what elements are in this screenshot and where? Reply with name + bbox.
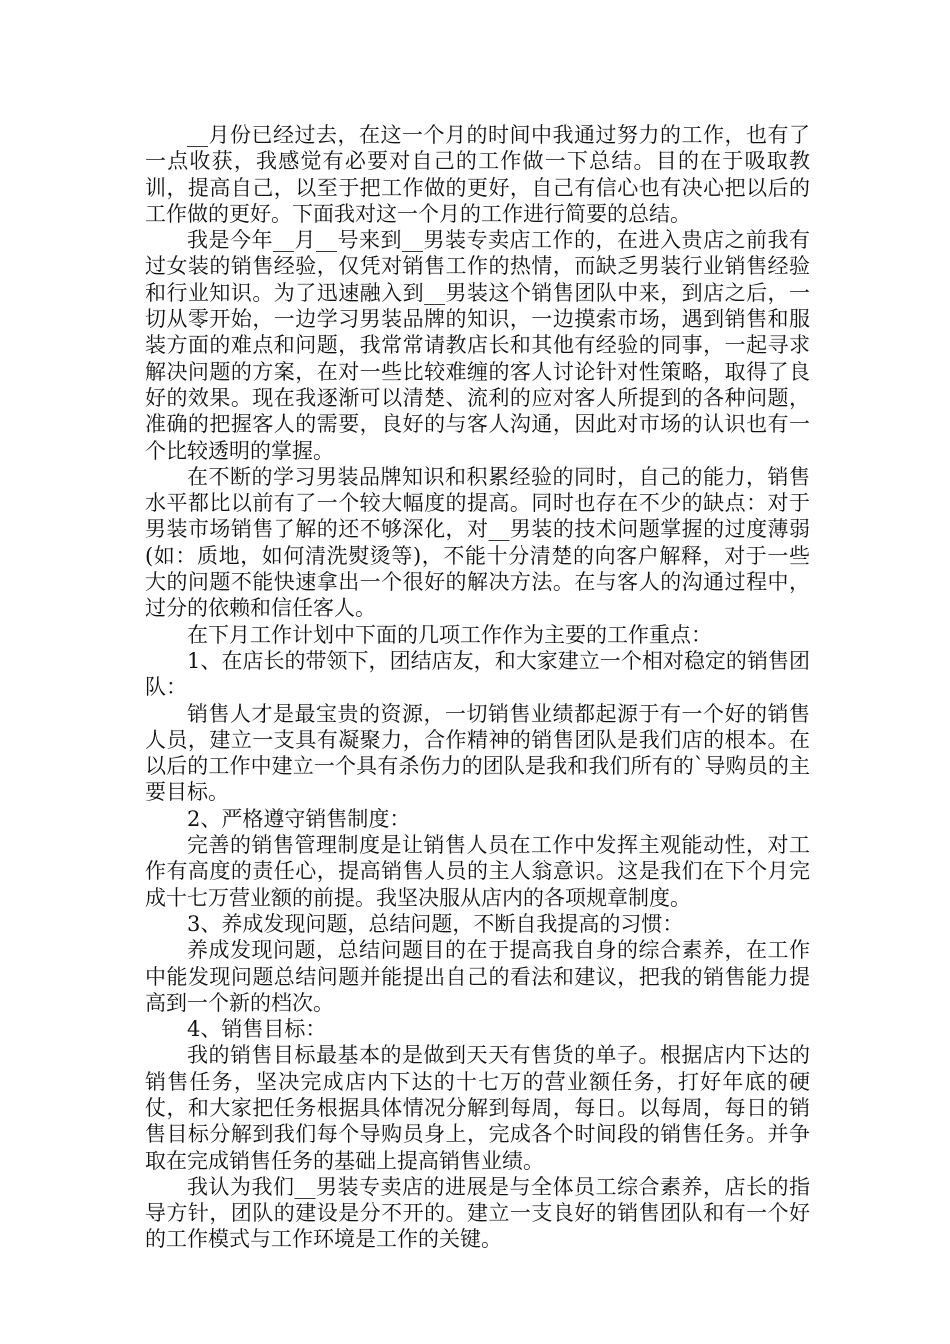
- paragraph-progress-and-shortcomings: 在不断的学习男装品牌知识和积累经验的同时，自己的能力，销售水平都比以前有了一个较大幅度的提高。同时也存在不少的缺点：对于男装市场销售了解的还不够深化，对__男装的技术问题掌握的过度薄弱(如：质地，如何清洗熨烫等)，不能十分清楚的向客户解释，对于一些大的问题不能快速拿出一个很好的解决方法。在与客人的沟通过程中，过分的依赖和信任客人。: [145, 464, 810, 621]
- paragraph-background: 我是今年__月__号来到__男装专卖店工作的，在进入贵店之前我有过女装的销售经验，仅凭对销售工作的热情，而缺乏男装行业销售经验和行业知识。为了迅速融入到__男装这个销售团队中来，到店之后，一切从零开始，一边学习男装品牌的知识，一边摸索市场，遇到销售和服装方面的难点和问题，我常常请教店长和其他有经验的同事，一起寻求解决问题的方案，在对一些比较难缠的客人讨论针对性策略，取得了良好的效果。现在我逐渐可以清楚、流利的应对客人所提到的各种问题，准确的把握客人的需要，良好的与客人沟通，因此对市场的认识也有一个比较透明的掌握。: [145, 228, 810, 463]
- plan-item-4-heading: 4、销售目标：: [187, 1017, 327, 1042]
- plan-item-3-heading: 3、养成发现问题，总结问题，不断自我提高的习惯：: [187, 911, 684, 936]
- plan-item-3-body: 养成发现问题，总结问题目的在于提高我自身的综合素养，在工作中能发现问题总结问题并能提出自己的看法和建议，把我的销售能力提高到一个新的档次。: [145, 938, 810, 1015]
- paragraph-intro: __月份已经过去，在这一个月的时间中我通过努力的工作，也有了一点收获，我感觉有必要对自己的工作做一下总结。目的在于吸取教训，提高自己，以至于把工作做的更好，自己有信心也有决心把以后的工作做的更好。下面我对这一个月的工作进行简要的总结。: [145, 123, 810, 226]
- plan-item-2-heading: 2、严格遵守销售制度：: [187, 806, 411, 831]
- document-body: [145, 122, 810, 1253]
- plan-item-4-body: 我的销售目标最基本的是做到天天有售货的单子。根据店内下达的销售任务，坚决完成店内下达的十七万的营业额任务，打好年底的硬仗，和大家把任务根据具体情况分解到每周，每日。以每周，每日的销售目标分解到我们每个导购员身上，完成各个时间段的销售任务。并争取在完成销售任务的基础上提高销售业绩。: [145, 1043, 810, 1173]
- plan-item-1-heading: 1、在店长的带领下，团结店友，和大家建立一个相对稳定的销售团队：: [145, 648, 810, 700]
- paragraph-next-month-plan: 在下月工作计划中下面的几项工作作为主要的工作重点：: [187, 622, 712, 647]
- plan-item-1-body: 销售人才是最宝贵的资源，一切销售业绩都起源于有一个好的销售人员，建立一支具有凝聚力，合作精神的销售团队是我们店的根本。在以后的工作中建立一个具有杀伤力的团队是我和我们所有的`导购员的主要目标。: [145, 701, 810, 805]
- paragraph-conclusion: 我认为我们__男装专卖店的进展是与全体员工综合素养，店长的指导方针，团队的建设是分不开的。建立一支良好的销售团队和有一个好的工作模式与工作环境是工作的关键。: [145, 1174, 810, 1252]
- plan-item-2-body: 完善的销售管理制度是让销售人员在工作中发挥主观能动性，对工作有高度的责任心，提高销售人员的主人翁意识。这是我们在下个月完成十七万营业额的前提。我坚决服从店内的各项规章制度。: [145, 833, 810, 910]
